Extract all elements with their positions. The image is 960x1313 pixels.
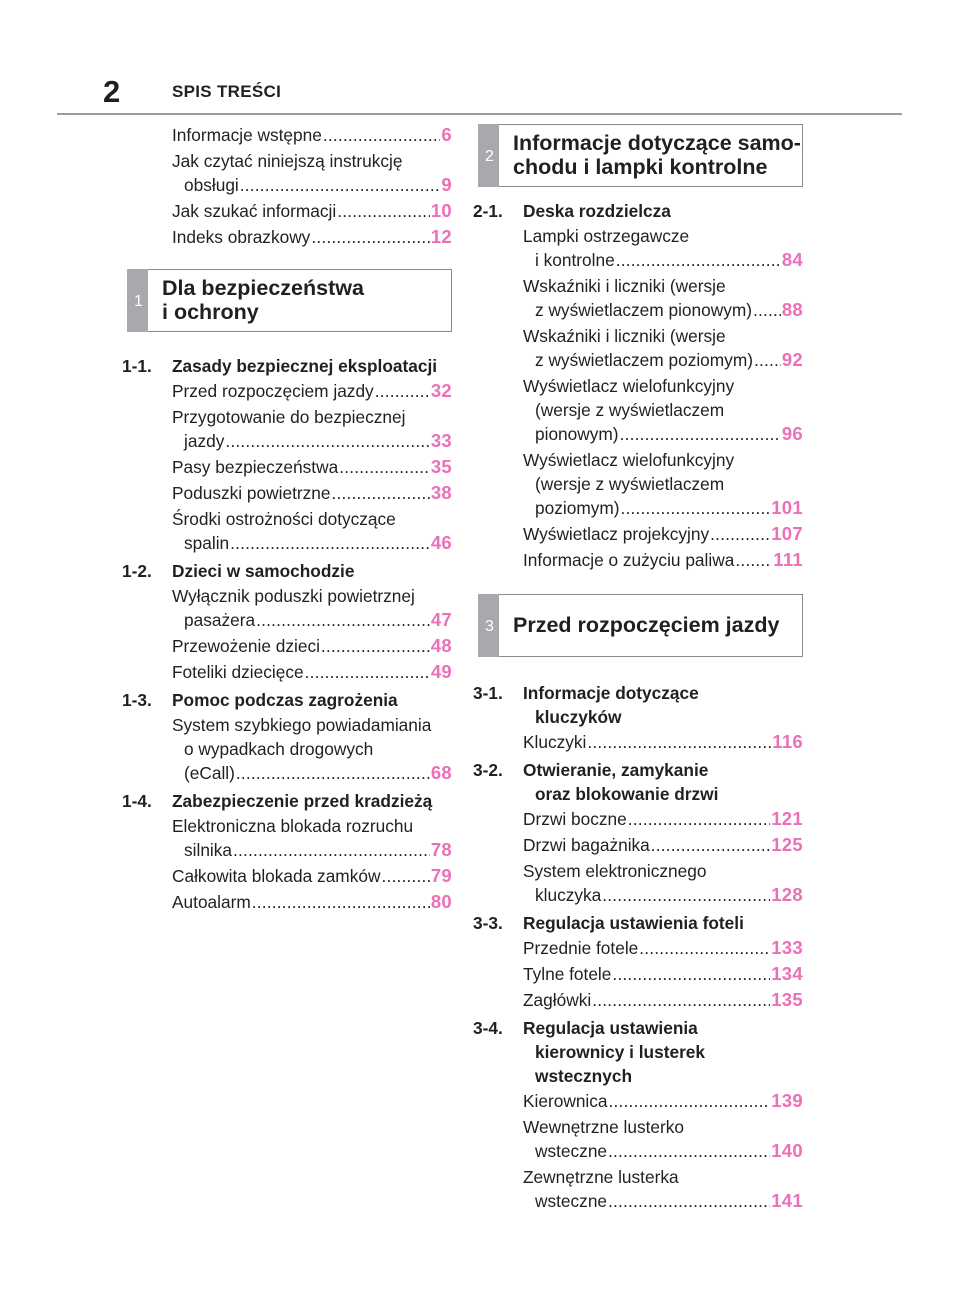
- toc-entry-line: [523, 833, 803, 857]
- subsection-title: [172, 559, 354, 583]
- dot-leader: [233, 838, 430, 862]
- dot-leader: [620, 422, 781, 446]
- toc-entry[interactable]: [127, 455, 452, 479]
- toc-entry-text: Drzwi boczne: [523, 809, 627, 829]
- subsection-title-line: wstecznych: [535, 1066, 633, 1086]
- toc-entry-line: [172, 429, 452, 453]
- page-link[interactable]: 38: [430, 482, 452, 503]
- toc-entry-line: [523, 472, 803, 496]
- page-link[interactable]: 96: [781, 423, 803, 444]
- subsection-heading: [122, 688, 452, 712]
- toc-entry[interactable]: [127, 814, 452, 862]
- toc-entry-line: [523, 348, 803, 372]
- toc-entry-text: Wyświetlacz wielofunkcyjny: [523, 450, 735, 470]
- toc-entry-line: [172, 864, 452, 888]
- subsection-number: 1-4.: [122, 791, 152, 811]
- page-title: SPIS TREŚCI: [172, 82, 282, 101]
- toc-entry-text: Indeks obrazkowy: [172, 227, 311, 247]
- left-column: [122, 123, 452, 916]
- page-link[interactable]: 10: [430, 200, 452, 221]
- subsection-heading: [122, 559, 452, 583]
- toc-entry-text: Tylne fotele: [523, 964, 612, 984]
- dot-leader: [321, 634, 430, 658]
- toc-entry-line: [172, 507, 452, 531]
- page-link[interactable]: 88: [781, 299, 803, 320]
- toc-entry-text: Zewnętrzne lusterka: [523, 1167, 679, 1187]
- subsection-title-line: Pomoc podczas zagrożenia: [172, 690, 398, 710]
- toc-entry-line: [523, 936, 803, 960]
- dot-leader: [710, 522, 770, 546]
- dot-leader: [612, 962, 770, 986]
- toc-entry[interactable]: [478, 1115, 803, 1163]
- toc-entry-text: Wskaźniki i liczniki (wersje: [523, 276, 726, 296]
- page-link[interactable]: 141: [771, 1190, 803, 1211]
- toc-entry-line: [172, 199, 452, 223]
- subsection-number: 1-1.: [122, 356, 152, 376]
- subsection-number: 3-2.: [473, 760, 503, 780]
- toc-entry[interactable]: [127, 660, 452, 684]
- toc-entry-line: [523, 962, 803, 986]
- page-header: [0, 0, 960, 116]
- toc-entry-line: [172, 890, 452, 914]
- page-link[interactable]: 84: [781, 249, 803, 270]
- toc-entry-line: [523, 496, 803, 520]
- chapter-title-line: Dla bezpieczeństwa: [162, 276, 364, 300]
- toc-entry-text: i kontrolne: [535, 250, 615, 270]
- subsection-title-line: oraz blokowanie drzwi: [535, 784, 719, 804]
- toc-entry-text: Zagłówki: [523, 990, 592, 1010]
- dot-leader: [609, 1089, 771, 1113]
- toc-entry-line: [172, 838, 452, 862]
- toc-entry-line: [172, 405, 452, 429]
- toc-entry[interactable]: [478, 448, 803, 520]
- toc-entry[interactable]: [127, 225, 452, 249]
- toc-entry[interactable]: [127, 149, 452, 197]
- subsection-number: 3-1.: [473, 683, 503, 703]
- toc-entry-text: Wyświetlacz wielofunkcyjny: [523, 376, 735, 396]
- dot-leader: [592, 988, 770, 1012]
- toc-entry[interactable]: [127, 634, 452, 658]
- toc-entry-text: Jak czytać niniejszą instrukcję: [172, 151, 403, 171]
- page-link[interactable]: 125: [771, 834, 803, 855]
- chapter-title-line: Informacje dotyczące samo-: [513, 131, 801, 155]
- toc-entry-text: System szybkiego powiadamiania: [172, 715, 432, 735]
- toc-entry-text: Elektroniczna blokada rozruchu: [172, 816, 414, 836]
- toc-entry-text: wsteczne: [535, 1191, 608, 1211]
- toc-entry-line: [172, 531, 452, 555]
- toc-entry-text: (wersje z wyświetlaczem: [535, 474, 725, 494]
- chapter-number: 2: [485, 148, 494, 165]
- toc-entry[interactable]: [478, 936, 803, 960]
- toc-entry-line: [523, 374, 803, 398]
- toc-entry-text: spalin: [184, 533, 230, 553]
- toc-entry[interactable]: [478, 859, 803, 907]
- subsection-title-line: Informacje dotyczące: [523, 683, 699, 703]
- toc-entry-text: wsteczne: [535, 1141, 608, 1161]
- subsection-title-line: Deska rozdzielcza: [523, 201, 671, 221]
- toc-entry-line: [172, 660, 452, 684]
- dot-leader: [651, 833, 770, 857]
- chapter-title-line: Przed rozpoczęciem jazdy: [513, 613, 780, 637]
- dot-leader: [256, 608, 430, 632]
- toc-entry-line: [523, 1189, 803, 1213]
- toc-entry[interactable]: [478, 548, 803, 572]
- page-link[interactable]: 135: [771, 989, 803, 1010]
- toc-entry-line: [523, 274, 803, 298]
- toc-entry-text: Drzwi bagażnika: [523, 835, 650, 855]
- dot-leader: [381, 864, 429, 888]
- dot-leader: [587, 730, 771, 754]
- page-link[interactable]: 107: [771, 523, 803, 544]
- page-number: 2: [103, 74, 121, 109]
- toc-entry-text: Kierownica: [523, 1091, 608, 1111]
- toc-entry-text: Foteliki dziecięce: [172, 662, 304, 682]
- subsection-title-line: Zabezpieczenie przed kradzieżą: [172, 791, 433, 811]
- toc-entry-text: silnika: [184, 840, 233, 860]
- dot-leader: [339, 455, 430, 479]
- subsection-heading: [473, 1016, 803, 1088]
- toc-entry-line: [523, 988, 803, 1012]
- toc-entry[interactable]: [127, 123, 452, 147]
- toc-entry-text: Lampki ostrzegawcze: [523, 226, 690, 246]
- page-link[interactable]: 78: [430, 839, 452, 860]
- dot-leader: [225, 429, 429, 453]
- toc-entry[interactable]: [478, 374, 803, 446]
- toc-entry-line: [172, 173, 452, 197]
- subsection-number: 1-2.: [122, 561, 152, 581]
- toc-entry-text: Wyświetlacz projekcyjny: [523, 524, 710, 544]
- toc-entry-text: (wersje z wyświetlaczem: [535, 400, 725, 420]
- page-link[interactable]: 6: [441, 124, 452, 145]
- toc-entry[interactable]: [478, 1165, 803, 1213]
- page-link[interactable]: 12: [430, 226, 452, 247]
- toc-entry-text: Informacje o zużyciu paliwa: [523, 550, 735, 570]
- toc-entry[interactable]: [478, 1089, 803, 1113]
- subsection-heading: [122, 789, 452, 813]
- toc-entry-line: [523, 398, 803, 422]
- subsection-number: 3-3.: [473, 913, 503, 933]
- page-link[interactable]: 79: [430, 865, 452, 886]
- subsection-title-line: kierownicy i lusterek: [535, 1042, 706, 1062]
- chapter-box[interactable]: [127, 269, 452, 332]
- subsection-heading: [473, 199, 803, 223]
- toc-entry[interactable]: [127, 199, 452, 223]
- toc-entry-line: [523, 1165, 803, 1189]
- dot-leader: [616, 248, 781, 272]
- toc-entry-text: o wypadkach drogowych: [184, 739, 374, 759]
- page-link[interactable]: 139: [771, 1090, 803, 1111]
- toc-entry-text: z wyświetlaczem poziomym): [535, 350, 753, 370]
- toc-entry[interactable]: [127, 405, 452, 453]
- subsection-heading: [473, 911, 803, 935]
- dot-leader: [252, 890, 430, 914]
- page-link[interactable]: 33: [430, 430, 452, 451]
- dot-leader: [608, 1189, 770, 1213]
- subsection-title: [172, 688, 398, 712]
- toc-entry-text: Kluczyki: [523, 732, 587, 752]
- chapter-title-line: i ochrony: [162, 300, 259, 324]
- toc-entry-line: [523, 448, 803, 472]
- subsection-title: [523, 758, 718, 806]
- toc-entry[interactable]: [478, 224, 803, 272]
- toc-entry-text: pasażera: [184, 610, 256, 630]
- toc-entry-line: [172, 608, 452, 632]
- dot-leader: [375, 379, 430, 403]
- subsection-title: [523, 199, 671, 223]
- subsection-title-line: kluczyków: [535, 707, 622, 727]
- toc-entry-text: Przewożenie dzieci: [172, 636, 320, 656]
- dot-leader: [230, 531, 430, 555]
- toc-entry[interactable]: [478, 730, 803, 754]
- subsection-title: [523, 1016, 705, 1088]
- toc-entry-text: Informacje wstępne: [172, 125, 322, 145]
- toc-entry[interactable]: [478, 522, 803, 546]
- toc-entry-line: [523, 522, 803, 546]
- toc-entry-line: [523, 298, 803, 322]
- page-link[interactable]: 47: [430, 609, 452, 630]
- toc-entry[interactable]: [478, 988, 803, 1012]
- chapter-box[interactable]: [478, 594, 803, 657]
- toc-entry-line: [172, 123, 452, 147]
- toc-entry-line: [172, 455, 452, 479]
- toc-entry[interactable]: [478, 807, 803, 831]
- toc-entry-text: Wyłącznik poduszki powietrznej: [172, 586, 415, 606]
- toc-entry-line: [172, 634, 452, 658]
- toc-entry-line: [523, 422, 803, 446]
- toc-entry-line: [523, 1115, 803, 1139]
- page-link[interactable]: 49: [430, 661, 452, 682]
- subsection-title: [172, 789, 432, 813]
- toc-entry-text: Przednie fotele: [523, 938, 639, 958]
- toc-entry-line: [172, 379, 452, 403]
- dot-leader: [305, 660, 430, 684]
- toc-entry[interactable]: [127, 713, 452, 785]
- subsection-heading: [473, 681, 803, 729]
- dot-leader: [621, 496, 771, 520]
- toc-entry-text: z wyświetlaczem pionowym): [535, 300, 753, 320]
- subsection-title-line: Regulacja ustawienia: [523, 1018, 698, 1038]
- page-link[interactable]: 133: [771, 937, 803, 958]
- toc-entry-line: [523, 224, 803, 248]
- page-link[interactable]: 128: [771, 884, 803, 905]
- toc-entry[interactable]: [127, 507, 452, 555]
- dot-leader: [240, 173, 441, 197]
- subsection-title-line: Zasady bezpiecznej eksploatacji: [172, 356, 438, 376]
- toc-entry[interactable]: [127, 481, 452, 505]
- toc-entry-line: [172, 713, 452, 737]
- header-divider: [57, 113, 902, 115]
- toc-entry-text: kluczyka: [535, 885, 602, 905]
- chapter-title-line: chodu i lampki kontrolne: [513, 155, 768, 179]
- toc-entry-text: System elektronicznego: [523, 861, 707, 881]
- toc-entry-text: obsługi: [184, 175, 239, 195]
- toc-entry-line: [172, 149, 452, 173]
- toc-entry-line: [523, 859, 803, 883]
- page-link[interactable]: 68: [430, 762, 452, 783]
- toc-entry-text: (eCall): [184, 763, 235, 783]
- page-link[interactable]: 116: [772, 731, 803, 752]
- chapter-number: 3: [485, 618, 494, 635]
- dot-leader: [602, 883, 770, 907]
- dot-leader: [332, 481, 430, 505]
- toc-entry-text: Jak szukać informacji: [172, 201, 337, 221]
- toc-entry[interactable]: [478, 274, 803, 322]
- dot-leader: [753, 298, 781, 322]
- page-link[interactable]: 80: [430, 891, 452, 912]
- chapter-box[interactable]: [478, 124, 803, 187]
- page-link[interactable]: 48: [430, 635, 452, 656]
- subsection-heading: [122, 354, 452, 378]
- subsection-title: [172, 354, 437, 378]
- toc-entry-line: [523, 324, 803, 348]
- page-link[interactable]: 35: [430, 456, 452, 477]
- toc-entry-text: Środki ostrożności dotyczące: [172, 509, 396, 529]
- toc-entry-line: [172, 737, 452, 761]
- subsection-title: [523, 911, 744, 935]
- toc-entry-text: Pasy bezpieczeństwa: [172, 457, 339, 477]
- toc-entry[interactable]: [478, 962, 803, 986]
- page-link[interactable]: 111: [773, 549, 803, 570]
- dot-leader: [628, 807, 770, 831]
- page-link[interactable]: 121: [771, 808, 803, 829]
- toc-entry-line: [523, 807, 803, 831]
- toc-entry-text: Całkowita blokada zamków: [172, 866, 381, 886]
- toc-entry-text: Wskaźniki i liczniki (wersje: [523, 326, 726, 346]
- chapter-title: [513, 613, 779, 637]
- page-link[interactable]: 134: [771, 963, 803, 984]
- toc-entry-text: Przed rozpoczęciem jazdy: [172, 381, 374, 401]
- toc-entry-line: [172, 584, 452, 608]
- toc-entry-line: [523, 248, 803, 272]
- dot-leader: [754, 348, 781, 372]
- toc-entry-line: [523, 1139, 803, 1163]
- subsection-title: [523, 681, 699, 729]
- toc-entry-text: Autoalarm: [172, 892, 251, 912]
- toc-entry[interactable]: [478, 833, 803, 857]
- subsection-number: 3-4.: [473, 1018, 503, 1038]
- subsection-title-line: Otwieranie, zamykanie: [523, 760, 709, 780]
- dot-leader: [323, 123, 441, 147]
- subsection-number: 1-3.: [122, 690, 152, 710]
- toc-entry-line: [523, 730, 803, 754]
- dot-leader: [236, 761, 430, 785]
- chapter-title: [513, 131, 801, 179]
- subsection-title-line: Regulacja ustawienia foteli: [523, 913, 744, 933]
- toc-entry[interactable]: [127, 379, 452, 403]
- subsection-title-line: Dzieci w samochodzie: [172, 561, 355, 581]
- toc-entry-line: [172, 225, 452, 249]
- toc-entry[interactable]: [127, 864, 452, 888]
- toc-entry-text: poziomym): [535, 498, 620, 518]
- page-link[interactable]: 92: [781, 349, 803, 370]
- toc-entry-line: [523, 548, 803, 572]
- toc-entry-text: jazdy: [184, 431, 225, 451]
- toc-entry[interactable]: [127, 890, 452, 914]
- page-link[interactable]: 101: [771, 497, 803, 518]
- dot-leader: [735, 548, 772, 572]
- page-link[interactable]: 32: [430, 380, 452, 401]
- subsection-number: 2-1.: [473, 201, 503, 221]
- toc-entry-text: Przygotowanie do bezpiecznej: [172, 407, 406, 427]
- dot-leader: [639, 936, 770, 960]
- page-link[interactable]: 46: [430, 532, 452, 553]
- page-link[interactable]: 140: [771, 1140, 803, 1161]
- toc-entry-text: Wewnętrzne lusterko: [523, 1117, 685, 1137]
- toc-entry-line: [172, 814, 452, 838]
- toc-entry-text: pionowym): [535, 424, 619, 444]
- page-link[interactable]: 9: [441, 174, 452, 195]
- toc-entry-line: [172, 761, 452, 785]
- toc-entry[interactable]: [127, 584, 452, 632]
- dot-leader: [337, 199, 430, 223]
- toc-entry-line: [172, 481, 452, 505]
- toc-entry-line: [523, 883, 803, 907]
- subsection-heading: [473, 758, 803, 806]
- chapter-number: 1: [134, 293, 143, 310]
- toc-entry[interactable]: [478, 324, 803, 372]
- dot-leader: [311, 225, 429, 249]
- chapter-title: [162, 276, 364, 324]
- dot-leader: [608, 1139, 770, 1163]
- toc-entry-text: Poduszki powietrzne: [172, 483, 331, 503]
- toc-entry-line: [523, 1089, 803, 1113]
- right-column: [473, 123, 803, 1215]
